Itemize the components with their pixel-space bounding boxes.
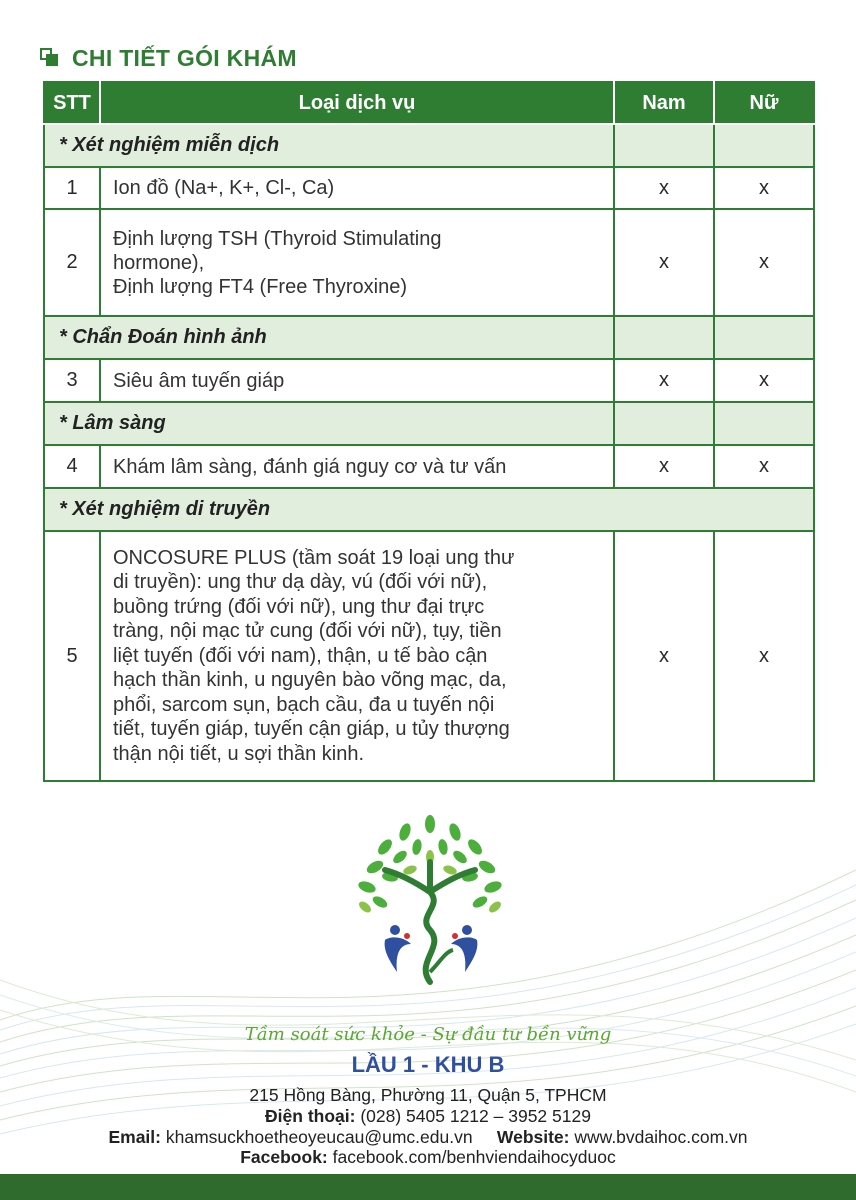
phone-line: Điện thoại: (028) 5405 1212 – 3952 5129 <box>265 1106 591 1126</box>
category-label: * Xét nghiệm miễn dịch <box>44 124 614 167</box>
slogan: Tầm soát sức khỏe - Sự đầu tư bền vững <box>244 1024 612 1045</box>
row-stt: 3 <box>44 359 100 402</box>
row-male-mark: x <box>614 209 714 316</box>
row-male-mark: x <box>614 359 714 402</box>
section-header <box>40 42 297 74</box>
row-female-mark: x <box>714 209 814 316</box>
row-male-mark: x <box>614 531 714 781</box>
row-stt: 5 <box>44 531 100 781</box>
website-url: www.bvdaihoc.com.vn <box>574 1127 748 1147</box>
row-service: Khám lâm sàng, đánh giá nguy cơ và tư vấn <box>100 445 614 488</box>
address: 215 Hồng Bàng, Phường 11, Quận 5, TPHCM <box>249 1085 607 1105</box>
row-female-mark: x <box>714 531 814 781</box>
section-square-icon <box>40 48 60 68</box>
row-female-mark: x <box>714 359 814 402</box>
row-male-mark: x <box>614 445 714 488</box>
header-female: Nữ <box>714 82 814 124</box>
facebook-line: Facebook: facebook.com/benhviendaihocyduoc <box>240 1147 616 1167</box>
category-row <box>44 402 814 445</box>
row-service: ONCOSURE PLUS (tầm soát 19 loại ung thư di truyền): ung thư dạ dày, vú (đối với nữ), buồng trứng (đối với nữ), ung thư đại trực tràng, nội mạc tử cung (đối với nữ), tụy, tiền liệt tuyến (đối với nam), thận, u tế bào cận hạch thần kinh, u nguyên bào võng mạc, da, phổi, sarcom sụn, bạch cầu, đa u tuyến nội tiết, tuyến giáp, tuyến cận giáp, u tủy thượng thận nội tiết, u sợi thần kinh. <box>100 531 614 781</box>
category-label: * Chẩn Đoán hình ảnh <box>44 316 614 359</box>
row-female-mark: x <box>714 167 814 209</box>
row-service: Siêu âm tuyến giáp <box>100 359 614 402</box>
email-address: khamsuckhoetheoyeucau@umc.edu.vn <box>165 1127 473 1147</box>
category-label: * Lâm sàng <box>44 402 614 445</box>
row-stt: 1 <box>44 167 100 209</box>
table-row <box>44 359 814 402</box>
header-stt: STT <box>44 82 100 124</box>
row-service: Ion đồ (Na+, K+, Cl-, Ca) <box>100 167 614 209</box>
table-row <box>44 209 814 316</box>
table-row <box>44 445 814 488</box>
category-row <box>44 124 814 167</box>
category-label: * Xét nghiệm di truyền <box>44 488 814 531</box>
table-row <box>44 167 814 209</box>
table-row <box>44 531 814 781</box>
phone-number: (028) 5405 1212 – 3952 5129 <box>360 1106 591 1126</box>
row-female-mark: x <box>714 445 814 488</box>
row-male-mark: x <box>614 167 714 209</box>
header-service: Loại dịch vụ <box>100 82 614 124</box>
contact-line: Email: khamsuckhoetheoyeucau@umc.edu.vn Website: www.bvdaihoc.com.vn <box>108 1127 748 1147</box>
table-header-row <box>44 82 814 124</box>
row-stt: 4 <box>44 445 100 488</box>
bottom-bar <box>0 1174 856 1200</box>
section-title: CHI TIẾT GÓI KHÁM <box>72 44 297 71</box>
row-service: Định lượng TSH (Thyroid Stimulating hormone), Định lượng FT4 (Free Thyroxine) <box>100 209 614 316</box>
category-row <box>44 316 814 359</box>
package-table <box>43 81 815 782</box>
floor-location: LẦU 1 - KHU B <box>351 1052 505 1077</box>
category-row <box>44 488 814 531</box>
tree-logo-icon <box>345 812 515 988</box>
facebook-url: facebook.com/benhviendaihocyduoc <box>332 1147 616 1167</box>
header-male: Nam <box>614 82 714 124</box>
row-stt: 2 <box>44 209 100 316</box>
